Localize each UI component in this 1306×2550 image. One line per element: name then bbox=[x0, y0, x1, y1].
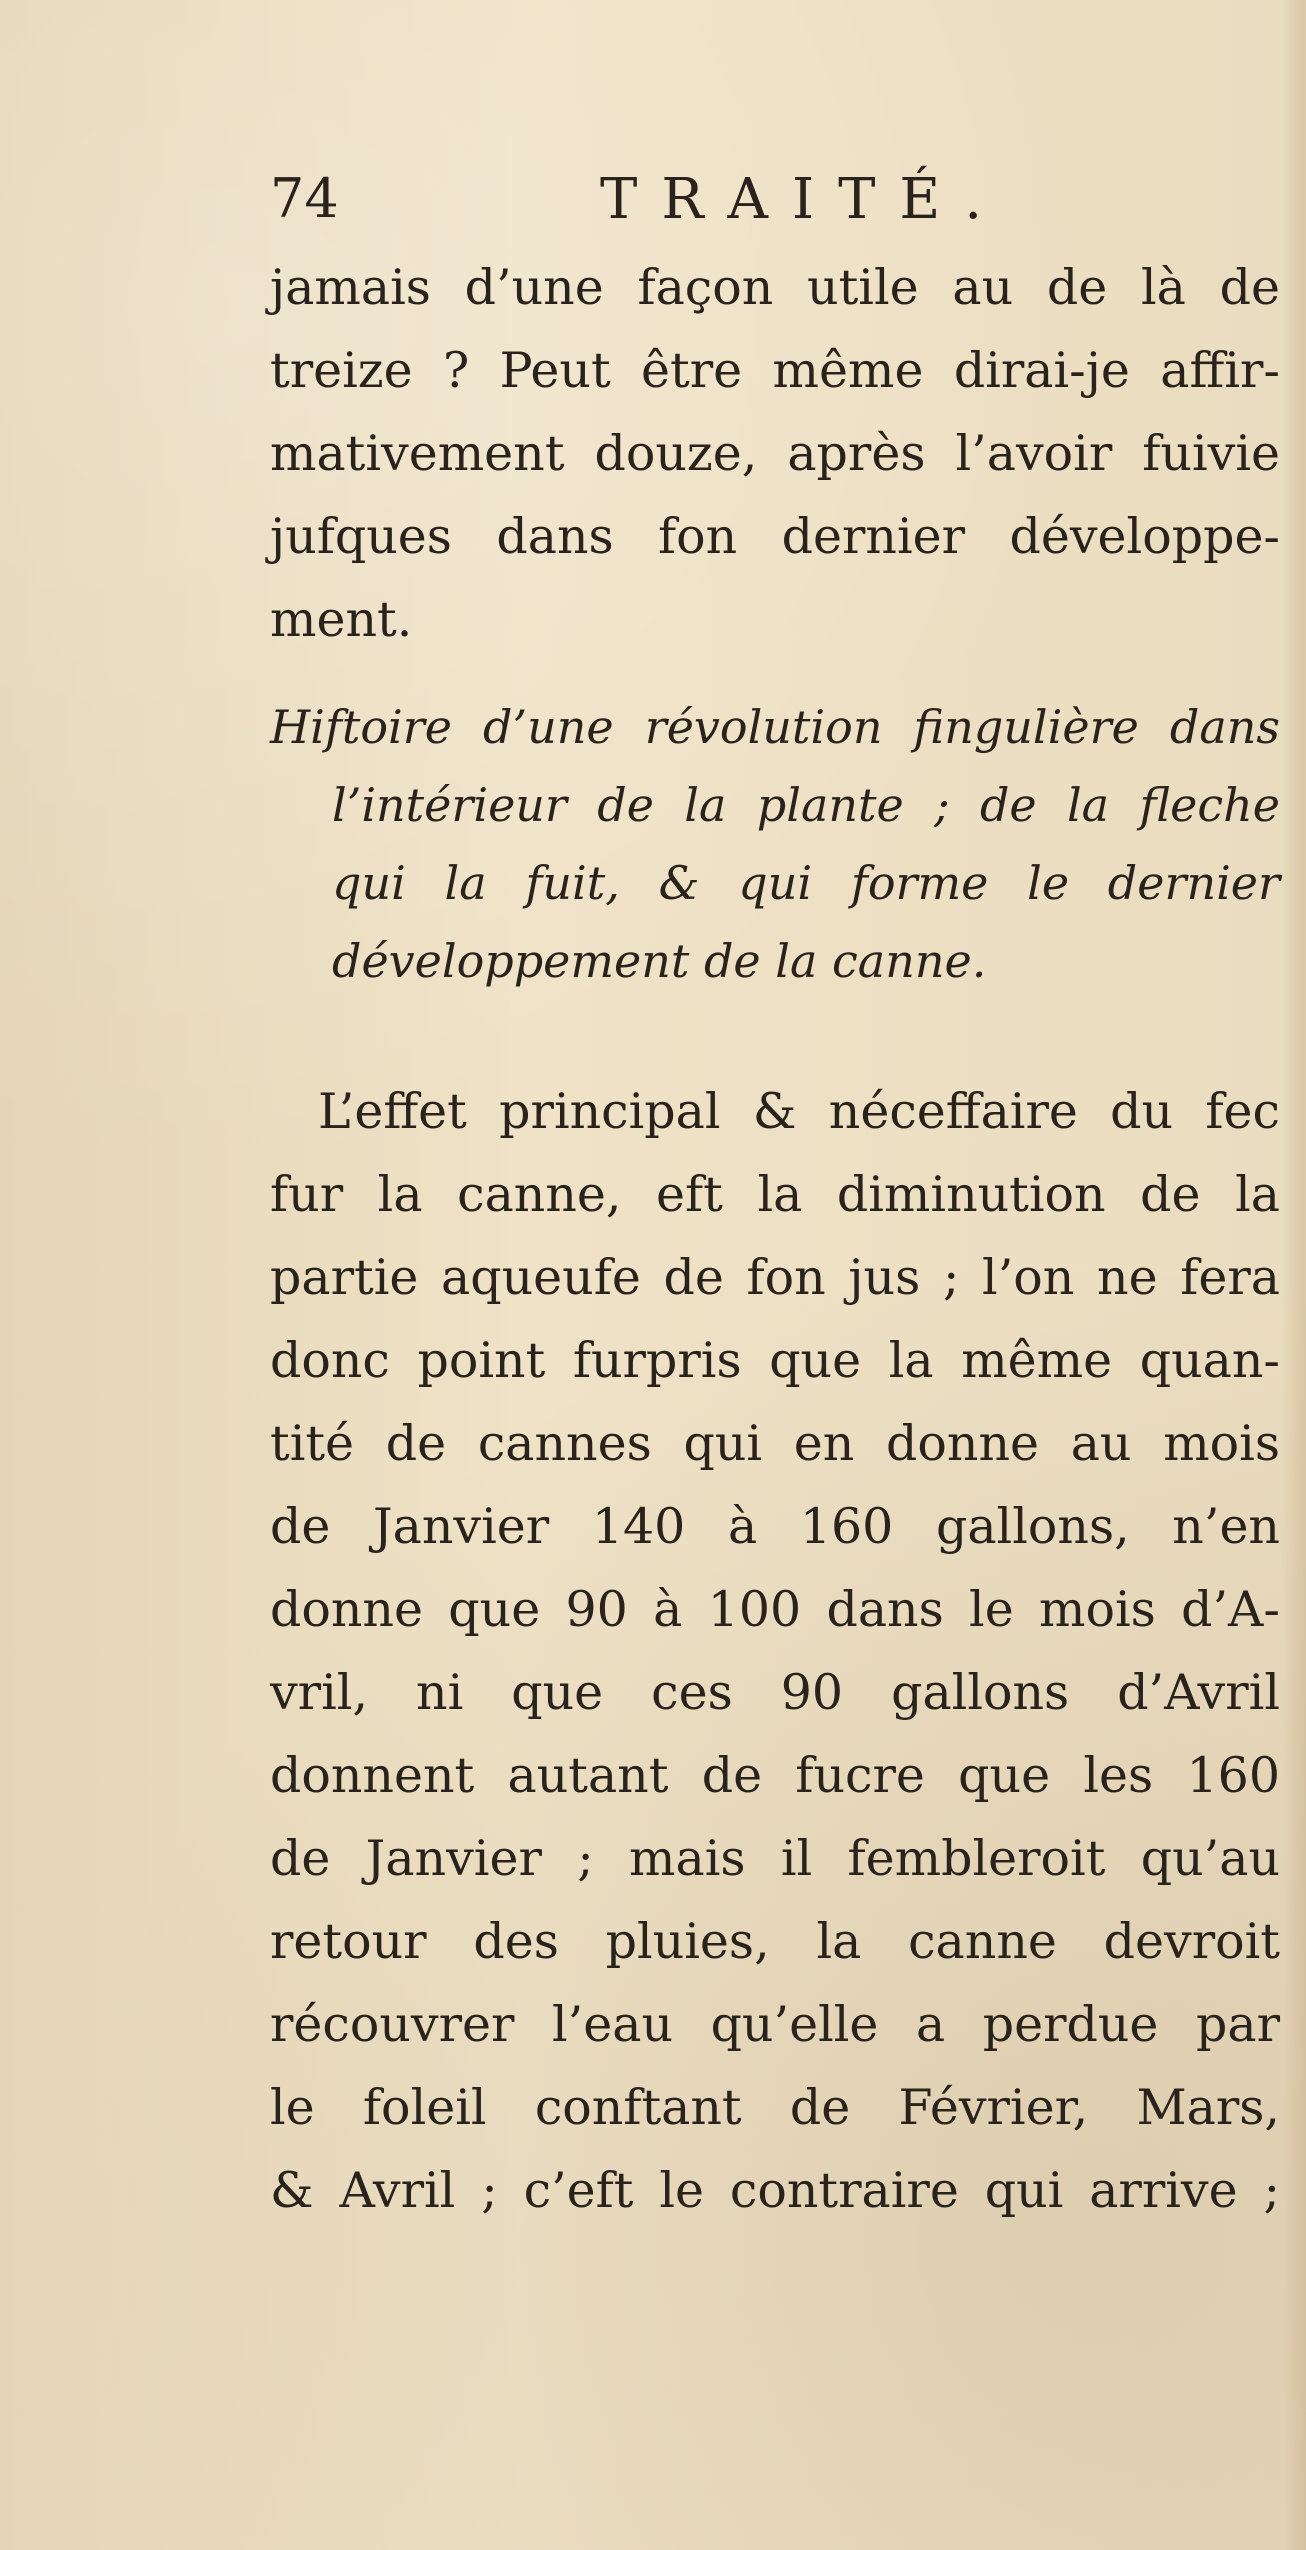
paragraph-line: tité de cannes qui en donne au mois bbox=[270, 1415, 1280, 1472]
page-number: 74 bbox=[270, 167, 339, 230]
paragraph-line: de Janvier 140 à 160 gallons, n’en bbox=[270, 1498, 1280, 1555]
text-line: treize ? Peut être même dirai-je affir- bbox=[270, 342, 1280, 399]
paragraph-line: le foleil conftant de Février, Mars, bbox=[270, 2079, 1280, 2136]
paragraph-line: fur la canne, eft la diminution de la bbox=[270, 1166, 1280, 1223]
opening-text bbox=[270, 246, 1280, 661]
section-heading bbox=[270, 688, 1280, 1000]
paragraph-line: donnent autant de fucre que les 160 bbox=[270, 1747, 1280, 1804]
text-line: jufques dans fon dernier développe- bbox=[270, 508, 1280, 565]
paragraph-line: vril, ni que ces 90 gallons d’Avril bbox=[270, 1664, 1280, 1721]
text-line: mativement douze, après l’avoir fuivie bbox=[270, 425, 1280, 482]
heading-line: l’intérieur de la plante ; de la fleche bbox=[332, 778, 1280, 832]
page-header bbox=[270, 167, 1050, 252]
paragraph-line: récouvrer l’eau qu’elle a perdue par bbox=[270, 1996, 1280, 2053]
body-paragraph bbox=[270, 1070, 1280, 2232]
paragraph-line: L’effet principal & néceffaire du fec bbox=[318, 1083, 1280, 1140]
text-line: jamais d’une façon utile au de là de bbox=[270, 259, 1280, 316]
text-line: ment. bbox=[270, 591, 413, 648]
running-title: TRAITÉ. bbox=[600, 167, 1007, 232]
paragraph-line: partie aqueufe de fon jus ; l’on ne fera bbox=[270, 1249, 1280, 1306]
paragraph-line: & Avril ; c’eft le contraire qui arrive ; bbox=[270, 2162, 1280, 2219]
page-edge-shadow bbox=[1282, 0, 1306, 2550]
paragraph-line: de Janvier ; mais il fembleroit qu’au bbox=[270, 1830, 1280, 1887]
paragraph-line: donc point furpris que la même quan- bbox=[270, 1332, 1280, 1389]
heading-line: Hiftoire d’une révolution fingulière dans bbox=[270, 700, 1280, 754]
paragraph-line: donne que 90 à 100 dans le mois d’A- bbox=[270, 1581, 1280, 1638]
paragraph-line: retour des pluies, la canne devroit bbox=[270, 1913, 1280, 1970]
heading-line: qui la fuit, & qui forme le dernier bbox=[332, 856, 1280, 910]
heading-line: développement de la canne. bbox=[332, 934, 987, 988]
